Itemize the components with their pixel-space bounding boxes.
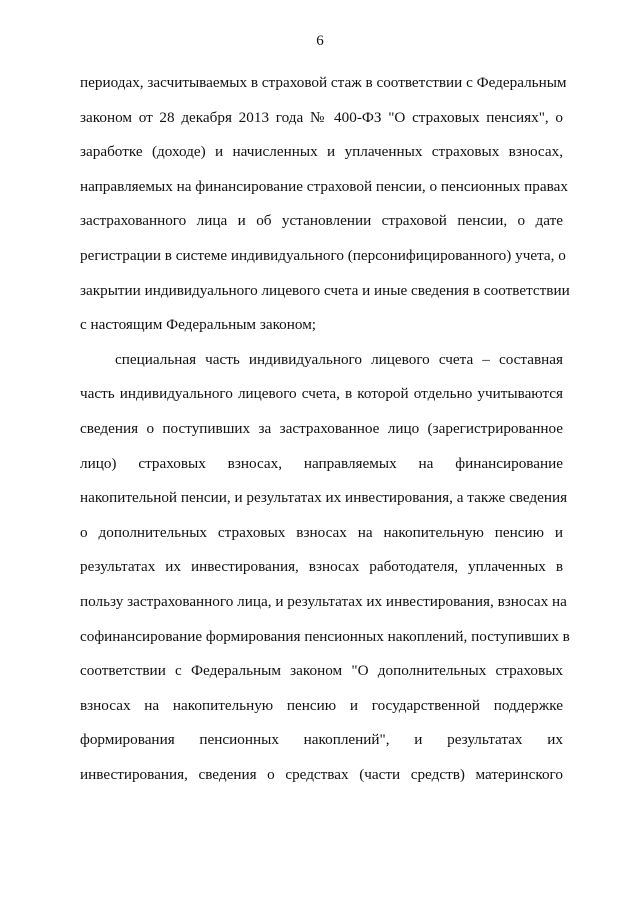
page-number: 6	[316, 33, 324, 49]
document-body	[80, 66, 570, 792]
text-line: застрахованного лица и об установлении страховой пенсии, о дате	[80, 212, 563, 230]
text-line: законом от 28 декабря 2013 года № 400-ФЗ "О страховых пенсиях", о	[80, 108, 563, 126]
text-line: регистрации в системе индивидуального (персонифицированного) учета, о	[80, 246, 566, 264]
text-line: пользу застрахованного лица, и результатах их инвестирования, взносах на	[80, 592, 567, 610]
text-line: сведения о поступивших за застрахованное лицо (зарегистрированное	[80, 419, 563, 437]
text-line: инвестирования, сведения о средствах (части средств) материнского	[80, 765, 563, 783]
text-line: с настоящим Федеральным законом;	[80, 316, 317, 334]
text-line: накопительной пенсии, и результатах их инвестирования, а также сведения	[80, 489, 568, 507]
text-line: софинансирование формирования пенсионных накоплений, поступивших в	[80, 627, 570, 645]
text-line: закрытии индивидуального лицевого счета и иные сведения в соответствии	[80, 281, 570, 299]
text-line: взносах на накопительную пенсию и государственной поддержке	[80, 696, 563, 714]
text-line: направляемых на финансирование страховой пенсии, о пенсионных правах	[80, 177, 568, 195]
text-line: специальная часть индивидуального лицевого счета – составная	[115, 350, 563, 368]
paragraph-1	[80, 66, 570, 343]
paragraph-2	[80, 343, 570, 793]
text-line: результатах их инвестирования, взносах работодателя, уплаченных в	[80, 558, 563, 576]
text-line: периодах, засчитываемых в страховой стаж в соответствии с Федеральным	[80, 74, 567, 91]
text-line: заработке (доходе) и начисленных и уплаченных страховых взносах,	[80, 143, 563, 161]
text-line: соответствии с Федеральным законом "О дополнительных страховых	[80, 662, 563, 680]
text-line: лицо) страховых взносах, направляемых на финансирование	[80, 454, 563, 472]
text-line: часть индивидуального лицевого счета, в которой отдельно учитываются	[80, 385, 563, 403]
text-line: формирования пенсионных накоплений", и результатах их	[80, 731, 563, 749]
text-line: о дополнительных страховых взносах на накопительную пенсию и	[80, 523, 563, 541]
